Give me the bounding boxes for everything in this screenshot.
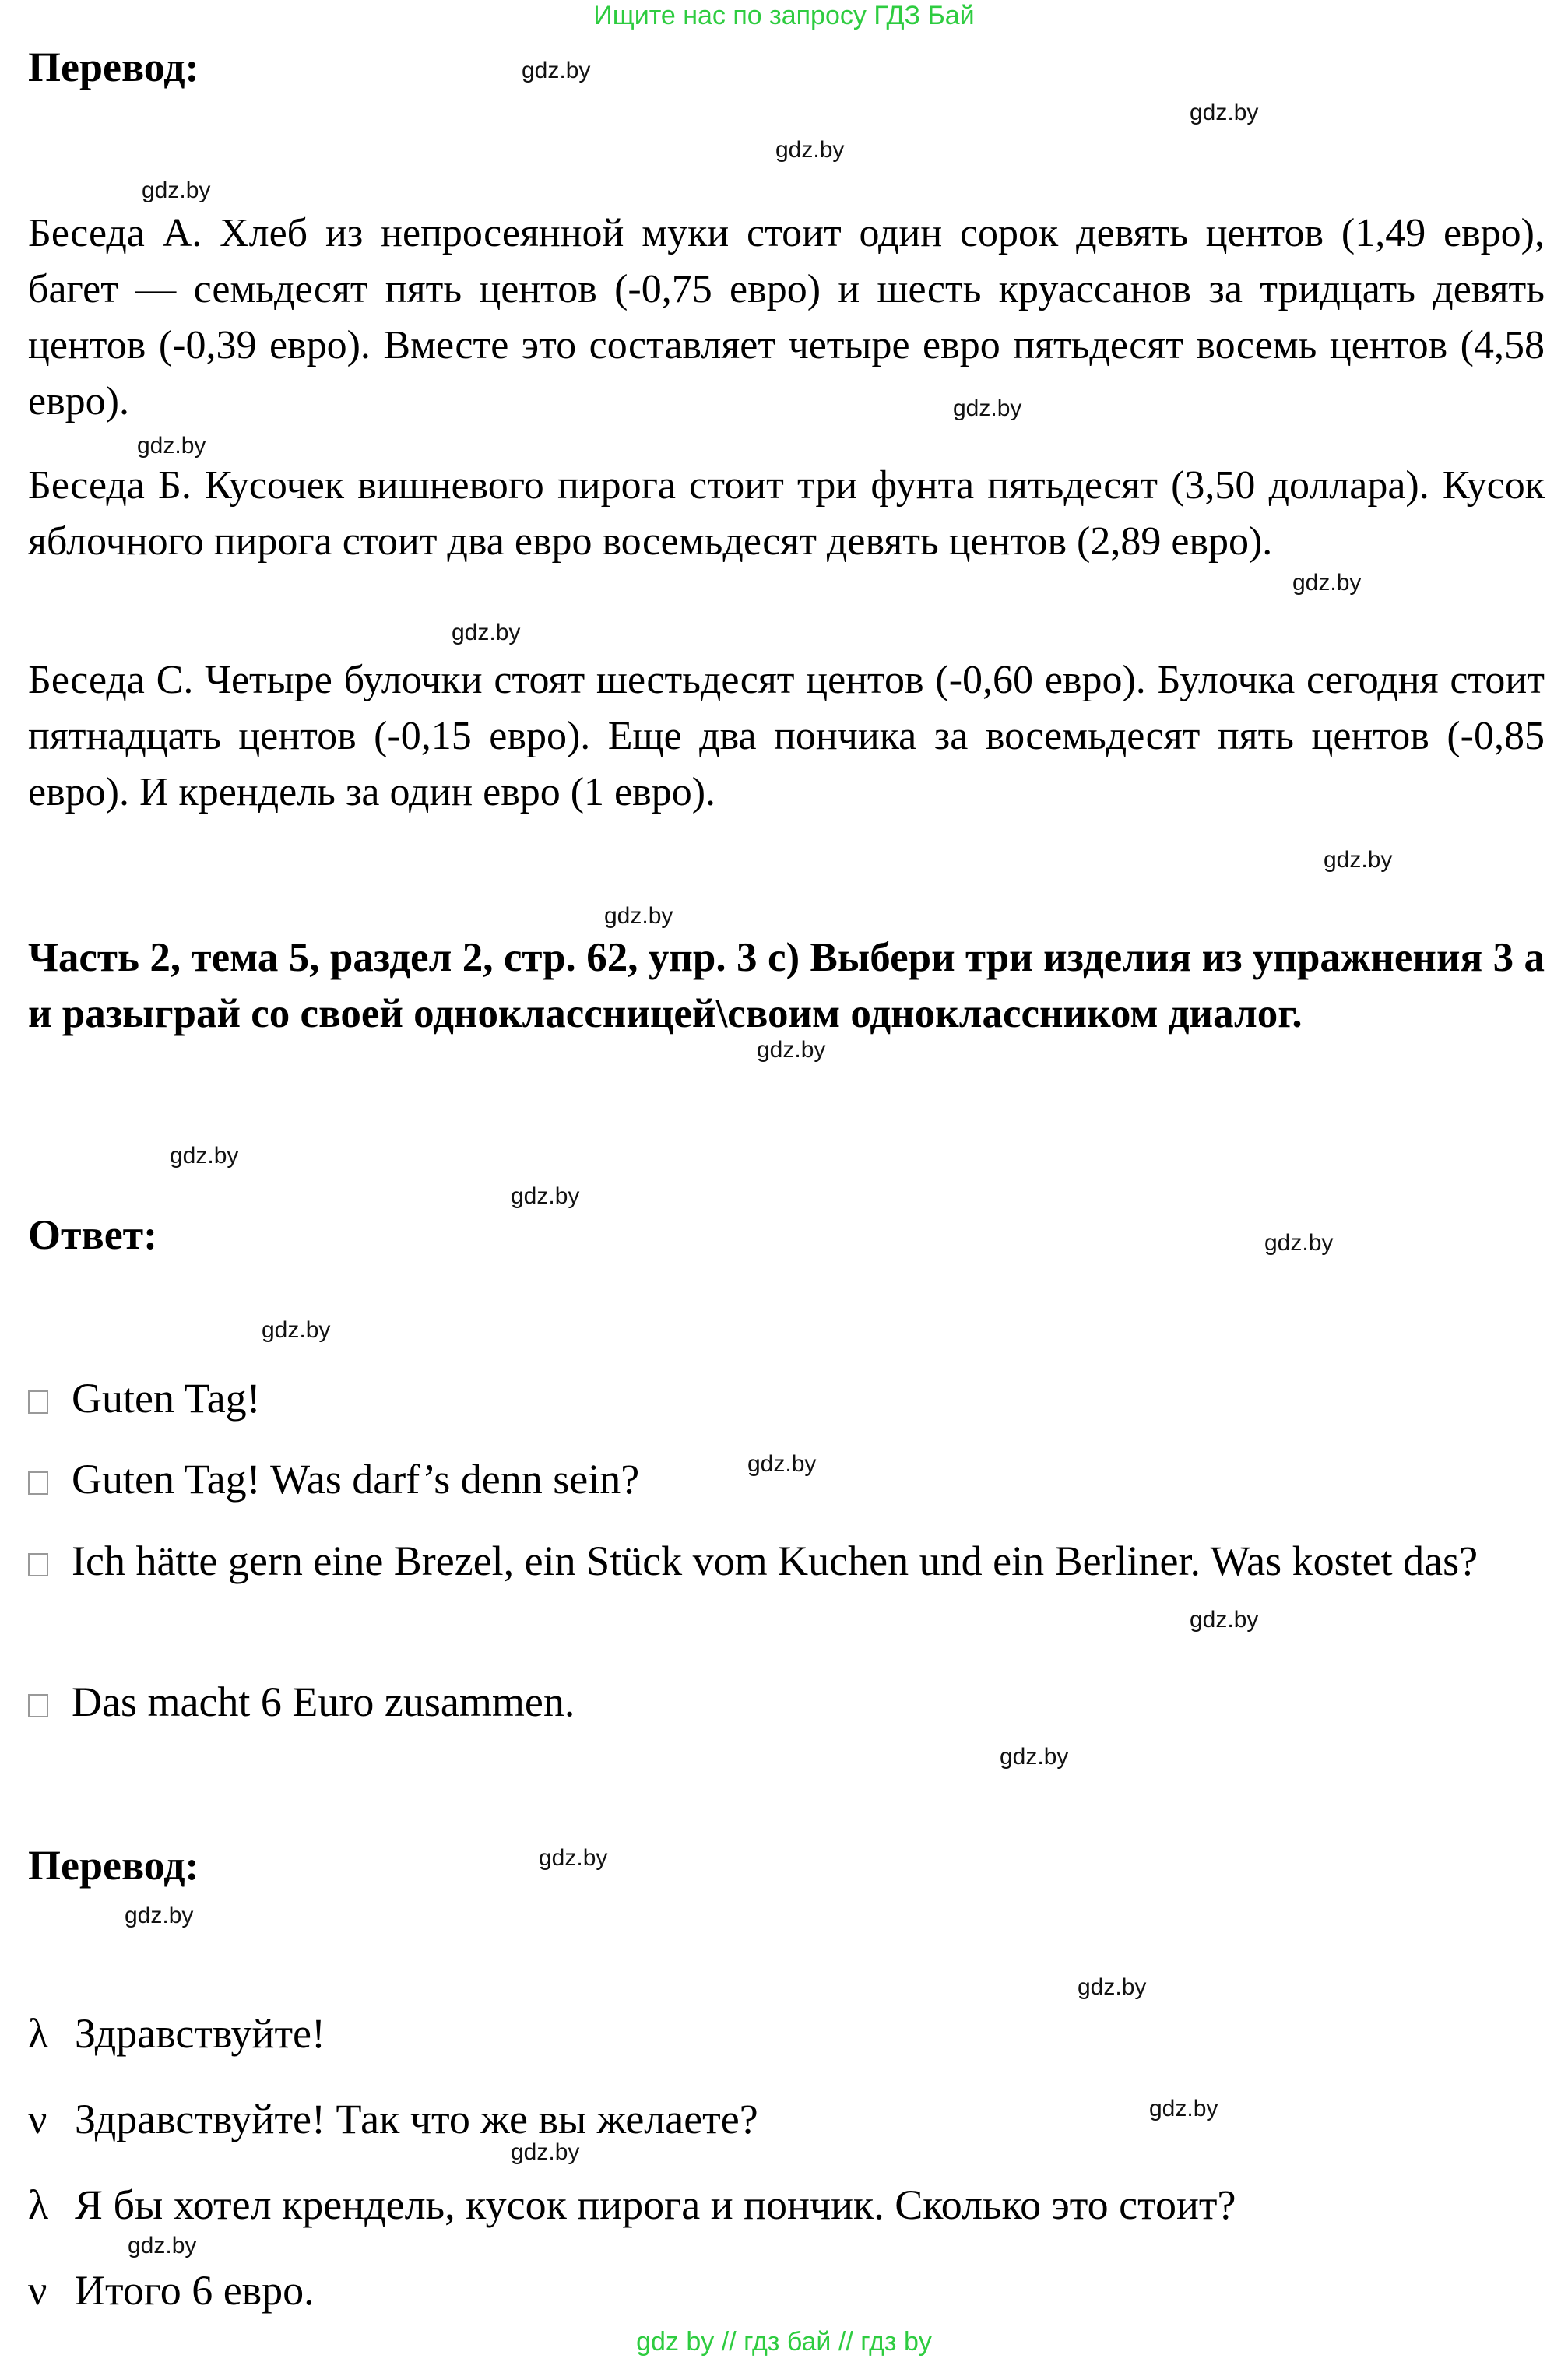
top-banner-link[interactable]: Ищите нас по запросу ГДЗ Бай (593, 1, 975, 30)
watermark: gdz.by (142, 178, 211, 203)
paragraph-conversation-c: Беседа С. Четыре булочки стоят шестьдесят центов (-0,60 евро). Булочка сегодня стоит пятнадцать центов (-0,15 евро). Еще два пончика за восемьдесят пять центов (-0,85 евро). И крендель за один евро (1 евро). (28, 658, 1545, 814)
answer-heading: Ответ: (28, 1211, 158, 1258)
watermark: gdz.by (539, 1845, 608, 1871)
watermark: gdz.by (953, 395, 1022, 421)
watermark: gdz.by (1264, 1230, 1334, 1256)
watermark: gdz.by (170, 1143, 239, 1169)
bottom-banner-link[interactable]: gdz by // гдз бай // гдз by (636, 2327, 932, 2357)
watermark: gdz.by (775, 137, 845, 163)
watermark: gdz.by (604, 903, 673, 929)
answer-line-text: Ich hätte gern eine Brezel, ein Stück vom Kuchen und ein Berliner. Was kostet das? (72, 1538, 1478, 1584)
translation-line-text: Я бы хотел крендель, кусок пирога и пончик. Сколько это стоит? (75, 2181, 1236, 2228)
translation-line-text: Здравствуйте! (75, 2010, 325, 2057)
watermark: gdz.by (1078, 1974, 1147, 2000)
watermark: gdz.by (137, 433, 206, 459)
checkbox-icon (28, 1553, 48, 1576)
checkbox-icon (28, 1694, 48, 1717)
nu-marker: ν (28, 2096, 47, 2142)
lambda-marker: λ (28, 2010, 49, 2057)
watermark: gdz.by (1149, 2096, 1218, 2121)
nu-marker: ν (28, 2267, 47, 2314)
watermark: gdz.by (262, 1317, 331, 1343)
watermark: gdz.by (1324, 847, 1393, 873)
section-heading-translation: Перевод: (28, 44, 199, 90)
lambda-marker: λ (28, 2181, 49, 2228)
translation-line-text: Здравствуйте! Так что же вы желаете? (75, 2096, 758, 2142)
watermark: gdz.by (1190, 100, 1259, 125)
watermark: gdz.by (125, 1903, 194, 1928)
answer-line-text: Guten Tag! (72, 1375, 261, 1422)
watermark: gdz.by (511, 1183, 580, 1209)
watermark: gdz.by (757, 1037, 826, 1063)
answer-line-text: Guten Tag! Was darf’s denn sein? (72, 1456, 640, 1503)
task-heading: Часть 2, тема 5, раздел 2, стр. 62, упр. 3 c) Выбери три изделия из упражнения 3 а и разыграй со своей одноклассницей\своим одноклассником диалог. (28, 935, 1545, 1036)
watermark: gdz.by (1292, 570, 1362, 596)
paragraph-conversation-b: Беседа Б. Кусочек вишневого пирога стоит три фунта пятьдесят (3,50 доллара). Кусок яблочного пирога стоит два евро восемьдесят девять центов (2,89 евро). (28, 463, 1545, 564)
watermark: gdz.by (452, 620, 521, 645)
answer-line (28, 1454, 639, 1504)
paragraph-conversation-a: Беседа А. Хлеб из непросеянной муки стоит один сорок девять центов (1,49 евро), багет — семьдесят пять центов (-0,75 евро) и шесть круассанов за тридцать девять центов (-0,39 евро). Вместе это составляет четыре евро пятьдесят восемь центов (4,58 евро). (28, 211, 1545, 424)
watermark: gdz.by (511, 2139, 580, 2165)
section-heading-translation-2: Перевод: (28, 1842, 199, 1889)
translation-line (28, 2094, 758, 2144)
translation-line (28, 2180, 1236, 2230)
checkbox-icon (28, 1390, 48, 1414)
watermark: gdz.by (747, 1451, 817, 1477)
answer-line (28, 1532, 1545, 1590)
answer-line (28, 1373, 261, 1423)
watermark: gdz.by (128, 2233, 197, 2258)
answer-line-text: Das macht 6 Euro zusammen. (72, 1678, 575, 1725)
translation-line-text: Итого 6 евро. (75, 2267, 315, 2314)
translation-line (28, 2265, 315, 2315)
answer-line (28, 1677, 575, 1727)
watermark: gdz.by (1000, 1744, 1069, 1770)
watermark: gdz.by (1190, 1607, 1259, 1633)
translation-line (28, 2009, 325, 2058)
watermark: gdz.by (522, 58, 591, 83)
checkbox-icon (28, 1471, 48, 1495)
